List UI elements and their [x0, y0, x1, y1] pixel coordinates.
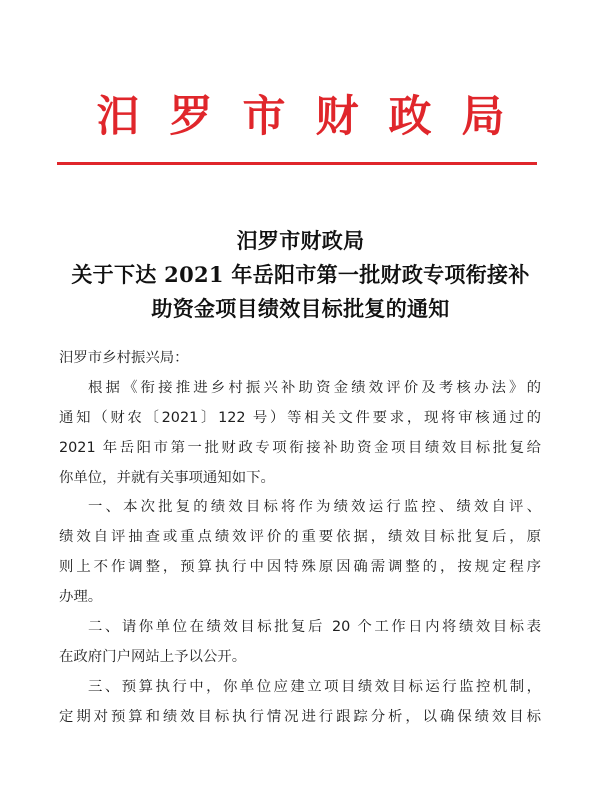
title-line-3: 助资金项目绩效目标批复的通知 — [151, 296, 450, 321]
salutation: 汨罗市乡村振兴局： — [59, 350, 189, 366]
paragraph-3-line-1: 二、请你单位在绩效目标批复后 20 个工作日内将绩效目标表 — [88, 619, 541, 636]
masthead: 汨罗市财政局 — [96, 92, 535, 142]
document-body — [59, 346, 541, 735]
paragraph-1-line-4: 你单位，并就有关事项通知如下。 — [59, 469, 275, 486]
paragraph-2-line-1: 一、本次批复的绩效目标将作为绩效运行监控、绩效自评、 — [88, 499, 541, 516]
paragraph-2-line-2: 绩效自评抽查或重点绩效评价的重要依据，绩效目标批复后，原 — [59, 529, 541, 546]
paragraph-3-line-2: 在政府门户网站上予以公开。 — [59, 648, 247, 665]
title-line-1: 汨罗市财政局 — [236, 228, 365, 253]
masthead-red-rule — [57, 162, 537, 165]
paragraph-2-line-4: 办理。 — [59, 589, 103, 606]
paragraph-2-line-3: 则上不作调整，预算执行中因特殊原因确需调整的，按规定程序 — [59, 559, 541, 576]
paragraph-4-line-1: 三、预算执行中，你单位应建立项目绩效目标运行监控机制， — [88, 678, 541, 695]
paragraph-1-line-2: 通知（财农〔2021〕122 号）等相关文件要求，现将审核通过的 — [59, 409, 541, 426]
title-line-2: 关于下达 2021 年岳阳市第一批财政专项衔接补 — [71, 262, 530, 287]
paragraph-1-line-1: 根据《衔接推进乡村振兴补助资金绩效评价及考核办法》的 — [88, 379, 541, 396]
paragraph-4-line-2: 定期对预算和绩效目标执行情况进行跟踪分析，以确保绩效目标 — [59, 708, 541, 725]
paragraph-1-line-3: 2021 年岳阳市第一批财政专项衔接补助资金项目绩效目标批复给 — [59, 439, 541, 456]
